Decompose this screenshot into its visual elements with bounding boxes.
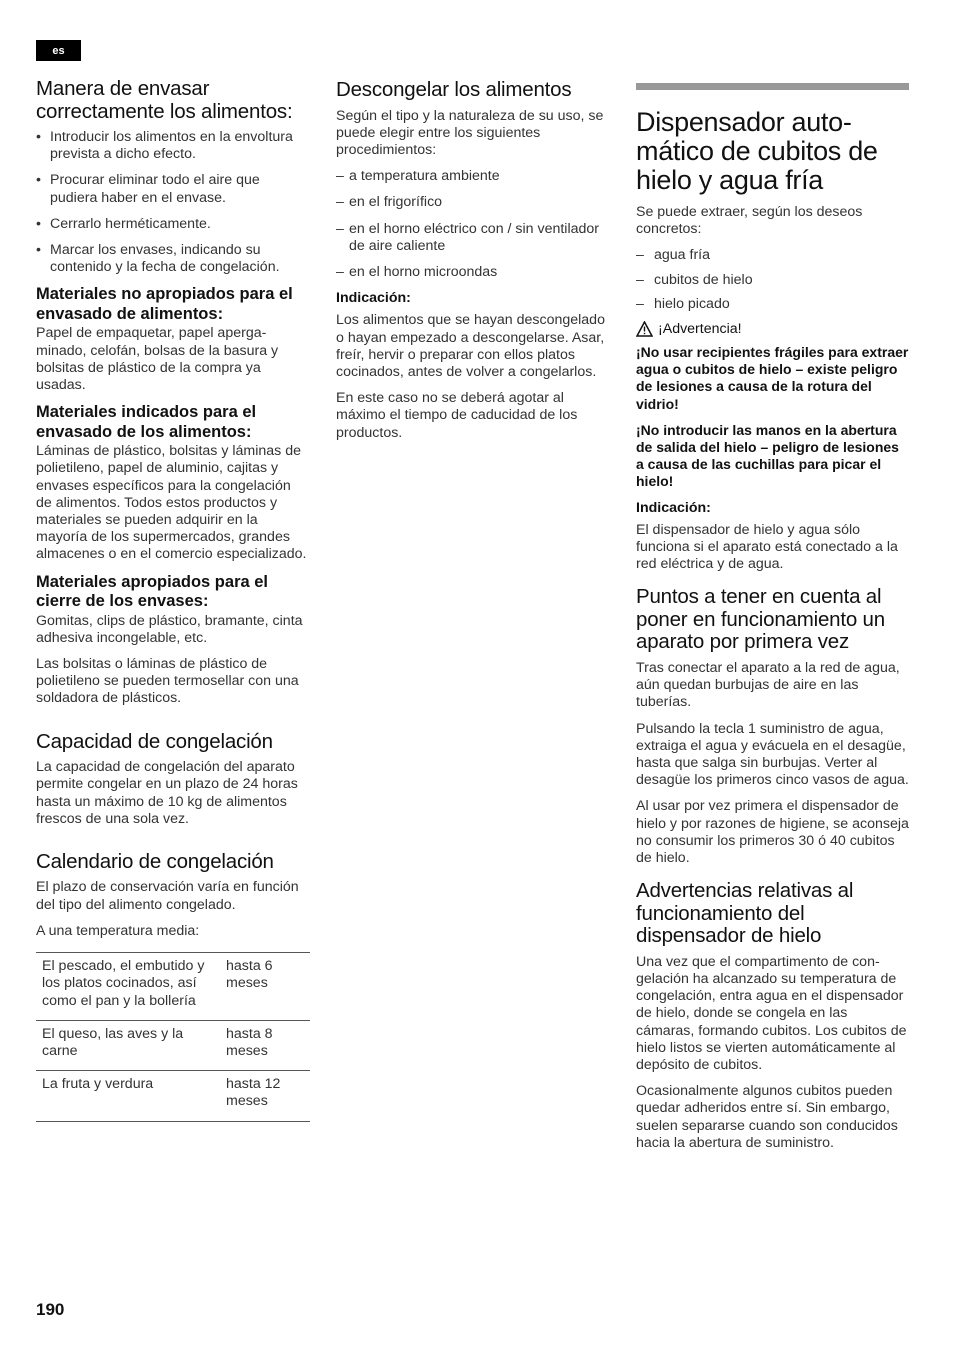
page-number: 190 [36, 1300, 65, 1319]
dispenser-items [636, 247, 909, 313]
note-text-2: En este caso no se deberá agotar al máximo el tiempo de caducidad de los productos. [336, 390, 578, 441]
note-label: Indicación: [636, 499, 711, 516]
operation-text: Una vez que el compartimento de congelación ha alcanzado su temperatura de congelación, entra agua en el dispensador de hielo, donde se congela en las cámaras, formando cubitos. Los cubitos de hielo listos se vierten automáticamente al depósito de cubitos. [636, 953, 907, 1073]
first-use-text-2: Pulsando la tecla 1 suministro de agua, extraiga el agua y evácuela en el desagüe, hasta que salga sin burbujas. Verter al desagüe los primeros cinco vasos de agua. [636, 720, 909, 789]
freezing-table [36, 952, 310, 1121]
table-cell-food: El queso, las aves y la carne [36, 1020, 226, 1070]
warning-label: ¡Advertencia! [658, 321, 742, 338]
note-text: El dispensador de hielo y agua sólo funciona si el aparato está conectado a la red eléctrica y de agua. [636, 521, 898, 573]
column-left [36, 78, 310, 1122]
not-suitable-text: Papel de empaquetar, papel apergaminado, celofán, bolsas de la basura y bolsitas de plástico de la compra ya usadas. [36, 325, 279, 394]
first-use-text-3: Al usar por vez primera el dispensador de hielo y por razones de higiene, se aconseja no consumir los primeros 30 ó 40 cubitos de hielo. [636, 798, 909, 866]
calendar-text-2: A una temperatura media: [36, 922, 200, 939]
language-tag: es [36, 40, 81, 61]
thawing-intro: Según el tipo y la naturaleza de su uso, se puede elegir entre los siguientes procedimientos: [336, 107, 604, 158]
warning-text-2: ¡No introducir las manos en la abertura de salida del hielo – peligro de lesiones a causa de las cuchillas para picar el hielo! [636, 421, 899, 490]
column-middle [336, 79, 612, 451]
first-use-text: Tras conectar el aparato a la red de agua, aún quedan burbujas de aire en las tuberías. [636, 659, 900, 711]
note-label: Indicación: [336, 290, 411, 307]
capacity-text: La capacidad de congelación del aparato permite congelar en un plazo de 24 horas hasta un máximo de 10 kg de alimentos frescos de una sola vez. [36, 759, 298, 827]
table-row [36, 953, 310, 1021]
list-item: • Procurar eliminar todo el aire que pudiera haber en el envase. [36, 172, 260, 206]
closing-text-2: Las bolsitas o láminas de plástico de polietileno se pueden termosellar con una soldadora de plásticos. [36, 656, 299, 707]
calendar-text: El plazo de conservación varía en función del tipo del alimento congelado. [36, 879, 299, 913]
warning-text: ¡No usar recipientes frágiles para extraer agua o cubitos de hielo – existe peligro de lesiones a causa de la rotura del vidrio! [636, 344, 909, 412]
suitable-text: Láminas de plástico, bolsitas y láminas de polietileno, papel de aluminio, cajitas y envases específicos para la congelación de alimentos. Todos estos productos y materiales se pueden adquirir en la mayoría de los supermercados, grandes almacenes o en el comercio especializado. [36, 443, 307, 563]
table-row [36, 1020, 310, 1070]
warning-row [636, 321, 909, 337]
list-item: – en el horno microondas [336, 263, 498, 280]
thawing-heading: Descongelar los alimentos [336, 78, 572, 101]
section-rule [636, 83, 909, 90]
suitable-heading: Materiales indicados para el envasado de los alimentos: [36, 403, 257, 441]
packing-heading: Manera de envasar correctamente los alimentos: [36, 77, 293, 123]
list-item: – en el horno eléctrico con / sin ventilador de aire caliente [336, 220, 599, 254]
list-item: – agua fría [636, 247, 711, 264]
list-item: – en el frigorífico [336, 194, 443, 211]
closing-heading: Materiales apropiados para el cierre de los envases: [36, 572, 269, 611]
calendar-heading: Calendario de congelación [36, 849, 274, 873]
dispenser-title: Dispensador automático de cubitos de hielo y agua fría [636, 107, 878, 195]
list-item: • Introducir los alimentos en la envoltura prevista a dicho efecto. [36, 129, 293, 163]
packing-list [36, 129, 310, 276]
table-cell-time: hasta 6 meses [226, 953, 310, 1021]
table-cell-time: hasta 8 meses [226, 1020, 310, 1070]
not-suitable-heading: Materiales no apropiados para el envasado de alimentos: [36, 285, 293, 323]
thawing-methods [336, 168, 612, 281]
first-use-heading: Puntos a tener en cuenta al poner en funcionamiento un aparato por primera vez [636, 585, 885, 654]
list-item: • Marcar los envases, indicando su contenido y la fecha de congelación. [36, 242, 280, 276]
operation-warnings-heading: Advertencias relativas al funcionamiento del dispensador de hielo [636, 879, 854, 948]
table-cell-food: El pescado, el embutido y los platos cocinados, así como el pan y la bollería [36, 953, 226, 1021]
column-right [636, 83, 909, 1161]
note-text: Los alimentos que se hayan descongelado o hayan empezado a descongelarse. Asar, freír, hervir o preparar con ellos platos cocinados, antes de volver a congelarlos. [336, 312, 605, 380]
closing-text: Gomitas, clips de plástico, bramante, cinta adhesiva incongelable, etc. [36, 612, 303, 646]
table-row [36, 1071, 310, 1121]
table-cell-time: hasta 12 meses [226, 1071, 310, 1121]
dispenser-intro: Se puede extraer, según los deseos concretos: [636, 204, 863, 238]
list-item: • Cerrarlo herméticamente. [36, 215, 211, 232]
warning-triangle-icon [636, 321, 653, 337]
list-item: – hielo picado [636, 295, 730, 312]
list-item: – a temperatura ambiente [336, 168, 500, 185]
operation-text-2: Ocasionalmente algunos cubitos pueden quedar adheridos entre sí. Sin embargo, suelen separarse cuando son conducidos hacia la abertura de suministro. [636, 1083, 898, 1151]
table-cell-food: La fruta y verdura [36, 1071, 226, 1121]
capacity-heading: Capacidad de congelación [36, 729, 273, 753]
list-item: – cubitos de hielo [636, 271, 753, 288]
